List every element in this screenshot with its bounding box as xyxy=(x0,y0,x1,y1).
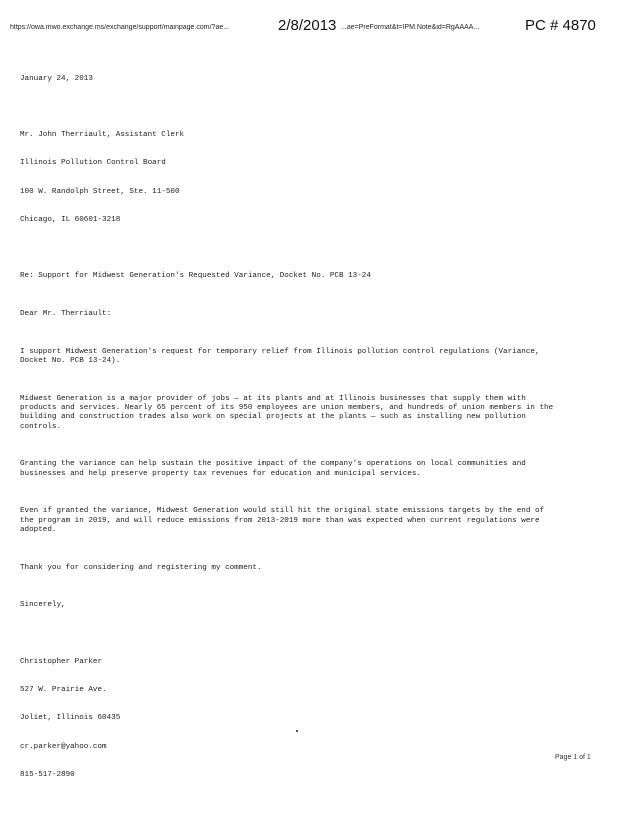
recipient-line: 100 W. Randolph Street, Ste. 11-500 xyxy=(20,187,180,196)
body-paragraph: Thank you for considering and registering my comment. xyxy=(20,563,262,572)
recipient-line: Chicago, IL 60601-3218 xyxy=(20,215,121,224)
recipient-line: Mr. John Therriault, Assistant Clerk xyxy=(20,131,185,140)
body-paragraph: Even if granted the variance, Midwest Generation would still hit the original state emissions targets by the end of the program in 2019, and will reduce emissions from 2013-2019 more than was expected when current regulations were adopted. xyxy=(20,507,549,535)
pc-number-stamp: PC # 4870 xyxy=(525,17,596,34)
body-paragraph: Granting the variance can help sustain the positive impact of the company's operations on local communities and businesses and help preserve property tax revenues for education and municipal services. xyxy=(20,460,531,478)
recipient-address xyxy=(20,112,560,244)
signature-city: Joliet, Illinois 60435 xyxy=(20,714,121,723)
page-number: Page 1 of 1 xyxy=(555,754,591,761)
body-paragraph: I support Midwest Generation's request for temporary relief from Illinois pollution control regulations (Variance, Docket No. PCB 13-24). xyxy=(20,347,545,365)
body-paragraph: Midwest Generation is a major provider of jobs — at its plants and at Illinois businesses that supply them with products and services. Nearly 65 percent of its 950 employees are union members, and hundreds of union members in the building and construction trades also work on special projects at the plants — such as installing new pollution controls. xyxy=(20,394,558,431)
salutation: Dear Mr. Therriault: xyxy=(20,309,112,318)
letter-body xyxy=(20,56,560,818)
signature-email: cr.parker@yahoo.com xyxy=(20,742,107,751)
fax-header-url: https://owa.mwo.exchange.ms/exchange/support/mainpage.com/?ae... xyxy=(10,24,230,31)
subject-line: Re: Support for Midwest Generation's Requested Variance, Docket No. PCB 13-24 xyxy=(20,272,371,281)
signature-name: Christopher Parker xyxy=(20,657,103,666)
scan-speck xyxy=(296,730,298,732)
signature-block xyxy=(20,639,560,799)
signature-phone: 815-517-2890 xyxy=(20,770,75,779)
signature-street: 527 W. Prairie Ave. xyxy=(20,686,107,695)
recipient-line: Illinois Pollution Control Board xyxy=(20,159,166,168)
fax-header-url-tail: ...ae=PreFormat&t=IPM.Note&id=RgAAAA... xyxy=(341,24,480,31)
closing: Sincerely, xyxy=(20,601,66,610)
letter-date: January 24, 2013 xyxy=(20,74,93,83)
fax-date-stamp: 2/8/2013 xyxy=(278,17,337,34)
